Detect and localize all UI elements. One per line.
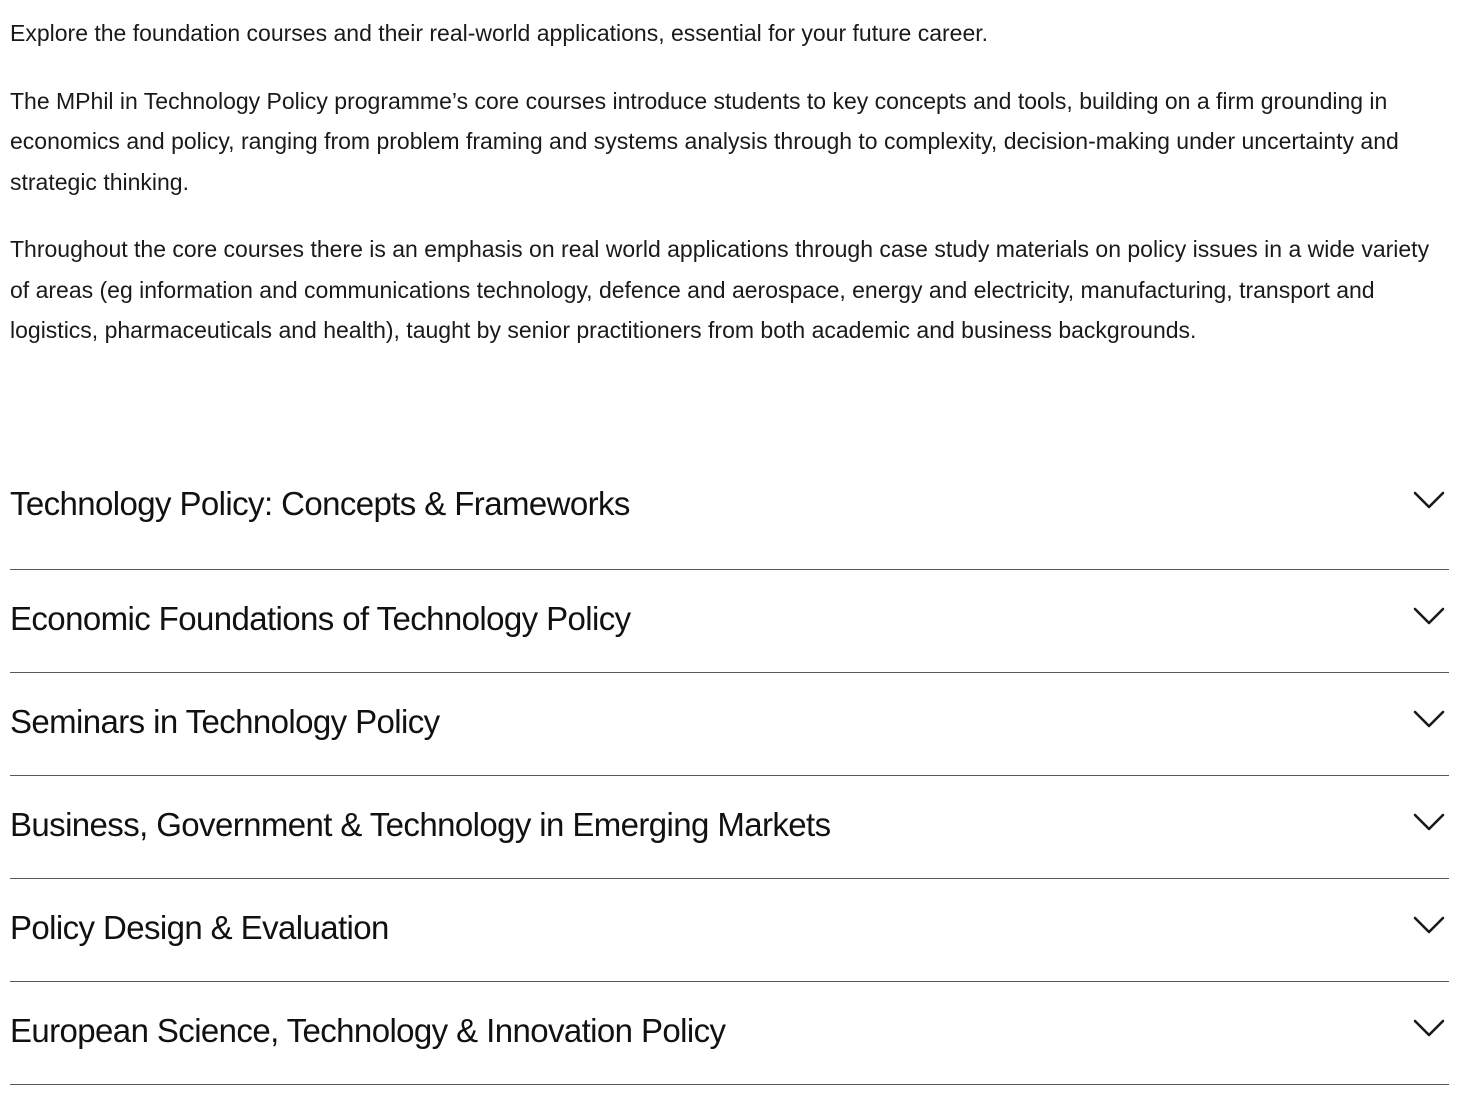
accordion-item-european-policy[interactable] (10, 982, 1449, 1085)
accordion-title: Seminars in Technology Policy (10, 702, 440, 740)
intro-paragraph-core-courses: The MPhil in Technology Policy programme’s core courses introduce students to key concepts and tools, building on a firm grounding in economics and policy, ranging from problem framing and systems analysis through to complexity, decision-making under uncertainty and strategic thinking. (10, 87, 1399, 195)
accordion-item-seminars[interactable] (10, 673, 1449, 776)
accordion-title: Economic Foundations of Technology Policy (10, 599, 631, 637)
accordion-item-economic-foundations[interactable] (10, 570, 1449, 673)
chevron-down-icon[interactable] (1413, 709, 1445, 729)
accordion-item-concepts-frameworks[interactable] (10, 468, 1449, 570)
accordion-title: Policy Design & Evaluation (10, 908, 389, 946)
course-accordion (10, 468, 1449, 1085)
accordion-title: Technology Policy: Concepts & Frameworks (10, 484, 630, 522)
intro-lead-paragraph: Explore the foundation courses and their real-world applications, essential for your future career. (10, 20, 989, 46)
chevron-down-icon[interactable] (1413, 915, 1445, 935)
chevron-down-icon[interactable] (1413, 606, 1445, 626)
accordion-title: Business, Government & Technology in Emerging Markets (10, 805, 831, 843)
chevron-down-icon[interactable] (1413, 490, 1445, 510)
accordion-item-policy-design[interactable] (10, 879, 1449, 982)
intro-paragraph-real-world: Throughout the core courses there is an emphasis on real world applications through case study materials on policy issues in a wide variety of areas (eg information and communications technology, defence and aerospace, energy and electricity, manufacturing, transport and logistics, pharmaceuticals and health), taught by senior practitioners from both academic and business backgrounds. (10, 236, 1430, 343)
chevron-down-icon[interactable] (1413, 812, 1445, 832)
accordion-item-emerging-markets[interactable] (10, 776, 1449, 879)
accordion-title: European Science, Technology & Innovation Policy (10, 1011, 726, 1049)
chevron-down-icon[interactable] (1413, 1018, 1445, 1038)
intro-section (10, 0, 1450, 351)
